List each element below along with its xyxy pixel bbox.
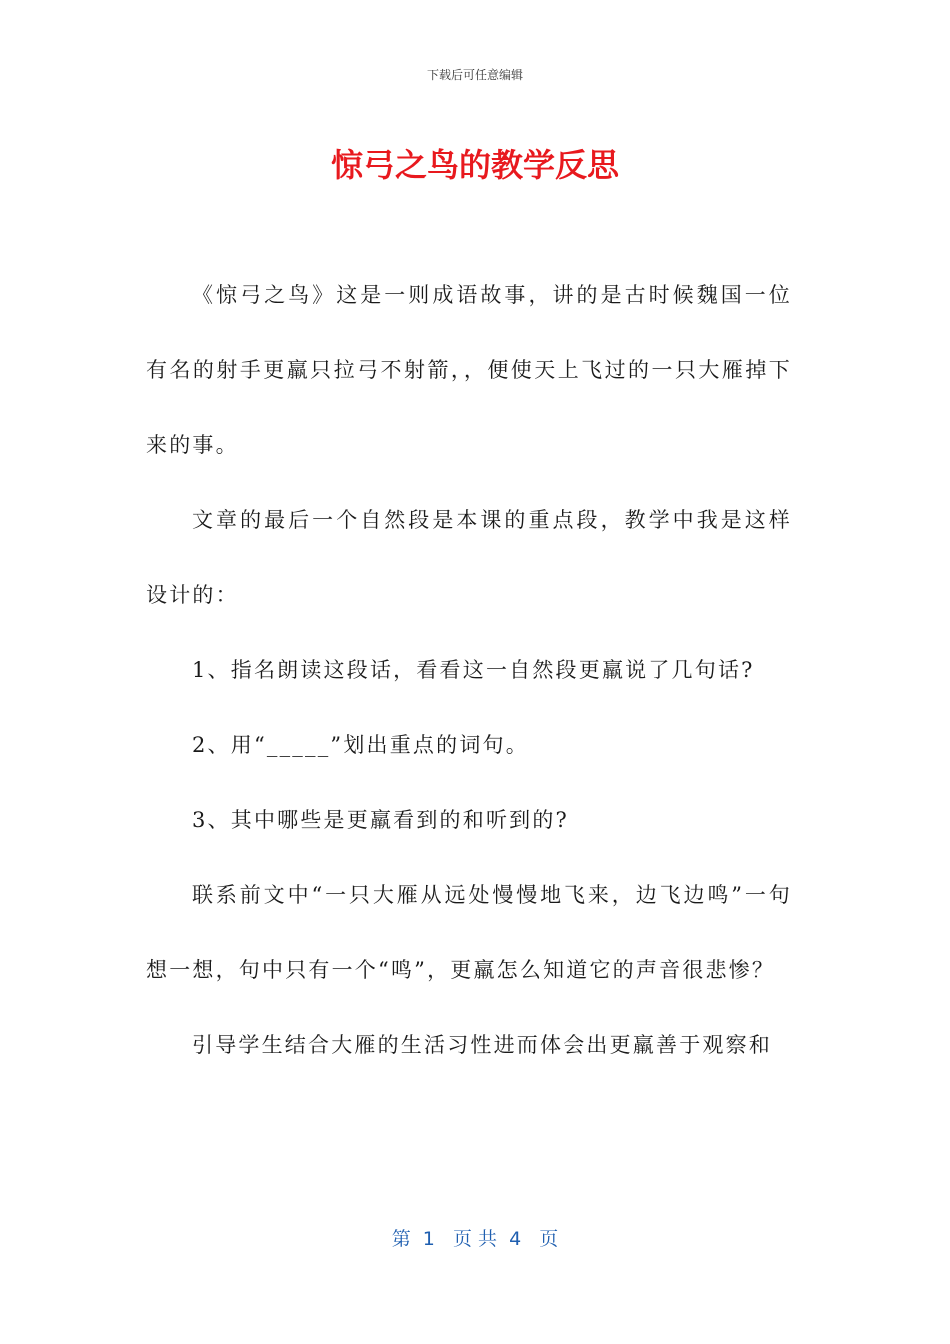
paragraph: 联系前文中“一只大雁从远处慢慢地飞来，边飞边鸣”一句想一想，句中只有一个“鸣”，更羸怎么知道它的声音很悲惨？	[146, 883, 792, 982]
document-body	[146, 258, 792, 1083]
paragraph: 引导学生结合大雁的生活习性进而体会出更羸善于观察和	[192, 1033, 772, 1057]
page-number-footer: 第 1 页 共 4 页	[391, 1228, 559, 1250]
paragraph: 《惊弓之鸟》这是一则成语故事，讲的是古时候魏国一位有名的射手更羸只拉弓不射箭，，便使天上飞过的一只大雁掉下来的事。	[146, 283, 792, 457]
paragraph: 2、用“_____”划出重点的词句。	[192, 733, 529, 757]
document-title: 惊弓之鸟的教学反思	[330, 146, 619, 184]
paragraph: 1、指名朗读这段话，看看这一自然段更羸说了几句话?	[192, 658, 755, 682]
paragraph: 文章的最后一个自然段是本课的重点段，教学中我是这样设计的：	[146, 508, 792, 607]
header-note: 下载后可任意编辑	[426, 68, 523, 82]
paragraph: 3、其中哪些是更羸看到的和听到的?	[192, 808, 570, 832]
